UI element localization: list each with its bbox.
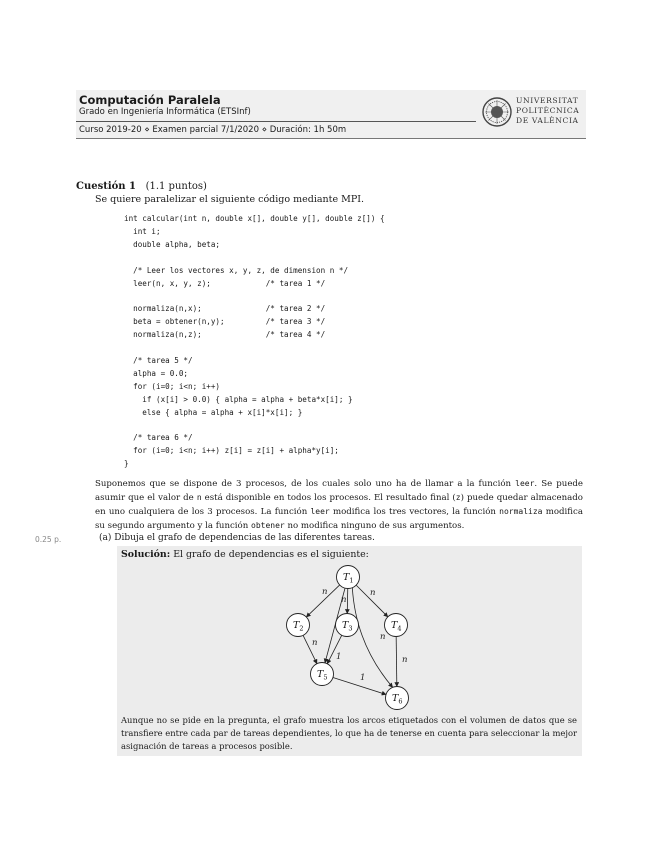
code-word: normaliza (499, 507, 543, 516)
university-seal-icon (481, 96, 513, 128)
subquestion-a: (a) Dibuja el grafo de dependencias de las diferentes tareas. (99, 533, 375, 543)
edge-label: n (380, 632, 386, 642)
edge-label: n (312, 638, 318, 648)
course-title: Computación Paralela (79, 93, 221, 107)
subquestion-points: 0.25 p. (35, 535, 62, 544)
node-label: $T_6$ (392, 693, 403, 706)
statement-text: Suponemos que se dispone de 3 procesos, de los cuales solo uno ha de llamar a la función (95, 479, 516, 489)
code-word: leer (310, 507, 330, 516)
degree-name: Grado en Ingeniería Informática (ETSInf) (79, 107, 251, 117)
statement-text: . Se puede asumir que el valor de (95, 479, 583, 503)
solution-explanation: Aunque no se pide en la pregunta, el grafo muestra los arcos etiquetados con el volumen de datos que se transfiere entre cada par de tareas dependientes, lo que ha de tenerse en cuenta para seleccionar la mejor asignación de tareas a procesos posible. (121, 715, 577, 751)
code-word: leer (515, 479, 535, 488)
node-label: $T_5$ (317, 669, 328, 682)
logo-line: POLITÈCNICA (516, 106, 580, 115)
header-divider (76, 121, 476, 122)
question-points: (1.1 puntos) (145, 181, 207, 192)
solution-intro: El grafo de dependencias es el siguiente: (173, 549, 369, 560)
edge-label: n (402, 655, 408, 665)
question-heading (76, 181, 207, 192)
code-listing: int calcular(int n, double x[], double y[], double z[]) { int i; double alpha, beta; /* Leer los vectores x, y, z, de dimension n */ leer(n, x, y, z); /* tarea 1 */ normaliza(n,x); /* tarea 2 */ beta = obtener(n,y); /* tarea 3 */ normaliza(n,z); /* tarea 4 */ /* tarea 5 */ alpha = 0.0; for (i=0; i<n; i++) if (x[i] > 0.0) { alpha = alpha + beta*x[i]; } else { alpha = alpha + x[i]*x[i]; } /* tarea 6 */ for (i=0; i<n; i++) z[i] = z[i] + alpha*y[i]; } (124, 214, 385, 469)
node-label: $T_1$ (343, 572, 354, 585)
solution-label: Solución: (121, 549, 171, 560)
node-label: $T_4$ (391, 620, 402, 633)
edge-t1-t3 (347, 588, 348, 613)
university-logo (481, 96, 586, 132)
statement-text: no modifica ninguno de sus argumentos. (284, 521, 465, 531)
question-label: Cuestión 1 (76, 181, 137, 192)
logo-line: UNIVERSITAT (516, 96, 579, 105)
logo-line: DE VALÈNCIA (516, 116, 579, 125)
exam-info: Curso 2019-20 ⋄ Examen parcial 7/1/2020 ⋄ Duración: 1h 50m (79, 125, 347, 135)
university-name (516, 96, 579, 126)
exam-header (76, 90, 586, 139)
question-intro: Se quiere paralelizar el siguiente código mediante MPI. (95, 194, 365, 205)
edge-t4-t6 (396, 636, 397, 686)
solution-box (117, 546, 582, 756)
code-word: n (196, 493, 202, 502)
statement-text: ) puede quedar almacenado en uno cualquiera de los 3 procesos. La función (95, 493, 583, 517)
statement-text: está disponible en todos los procesos. El resultado final ( (201, 493, 456, 503)
code-word: obtener (251, 521, 285, 530)
statement-text: modifica su segundo argumento y la función (95, 507, 583, 531)
edge-t1-t6 (352, 588, 392, 688)
edge-label: n (370, 588, 376, 598)
problem-statement (95, 477, 583, 533)
statement-text: modifica los tres vectores, la función (329, 507, 500, 517)
dependency-graph (117, 546, 582, 714)
edge-label: n (341, 595, 347, 605)
code-word: z (455, 493, 461, 502)
edge-label: 1 (336, 652, 342, 662)
node-label: $T_3$ (342, 620, 353, 633)
node-label: $T_2$ (293, 620, 304, 633)
edge-label: n (322, 587, 328, 597)
edge-label: 1 (360, 673, 366, 683)
